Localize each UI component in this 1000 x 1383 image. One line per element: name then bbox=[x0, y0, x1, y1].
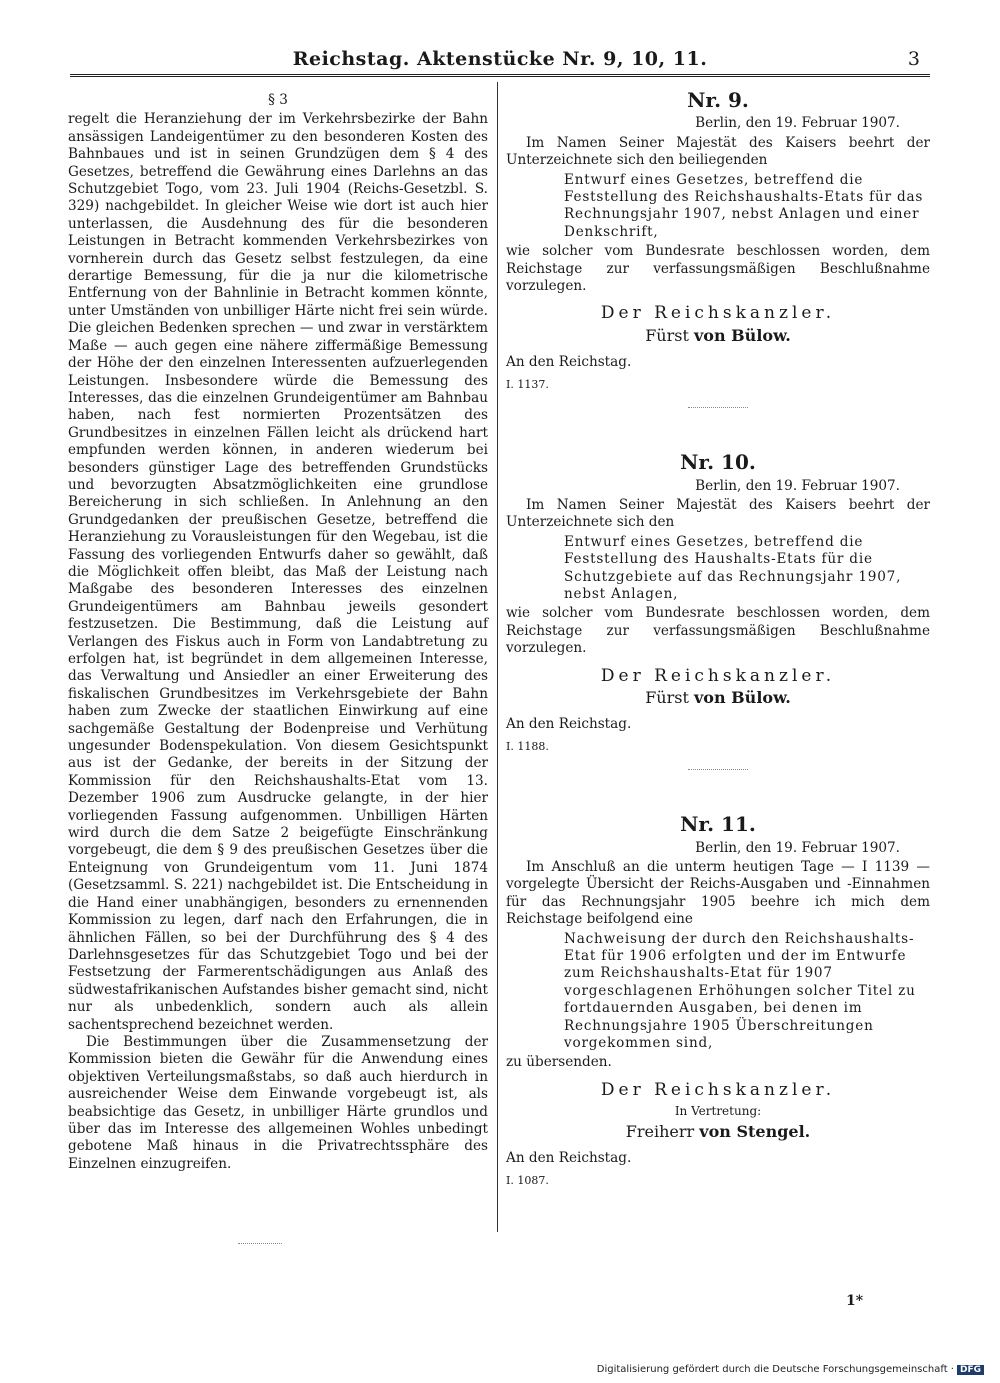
separator bbox=[688, 769, 748, 770]
document-subject: Nachweisung der durch den Reichshaushalts-Etat für 1906 erfolgten und der im Entwurfe zum Reichshaushalts-Etat für 1907 vorgeschlagenen Erhöhungen solcher Titel zu fortdauernden Ausgaben, bei denen im Rechnungsjahre 1905 Überschreitungen vorgekommen sind, bbox=[564, 930, 916, 1052]
reference-number: I. 1137. bbox=[506, 377, 549, 391]
right-column bbox=[506, 88, 930, 1189]
signature bbox=[506, 327, 930, 344]
document-number: Nr. 10. bbox=[680, 450, 756, 475]
document-subject: Entwurf eines Gesetzes, betreffend die Feststellung des Reichshaushalts-Etats für das Rechnungsjahr 1907, nebst Anlagen und einer Denkschrift, bbox=[564, 171, 924, 240]
document-intro: Im Anschluß an die unterm heutigen Tage — I 1139 — vorgelegte Übersicht der Reichs-Ausgaben und -Einnahmen für das Rechnungsjahr 1905 beehre ich mich dem Reichstage beifolgend eine bbox=[506, 859, 930, 928]
section-heading: § 3 bbox=[268, 92, 288, 108]
reference-number: I. 1087. bbox=[506, 1173, 549, 1187]
addressee: An den Reichstag. bbox=[506, 716, 632, 733]
addressee: An den Reichstag. bbox=[506, 1150, 632, 1167]
document-intro: Im Namen Seiner Majestät des Kaisers beehrt der Unterzeichnete sich den bbox=[506, 496, 930, 531]
signature-name: von Bülow. bbox=[693, 687, 791, 707]
column-divider bbox=[497, 82, 498, 1232]
signature bbox=[506, 689, 930, 706]
document-nr-11 bbox=[506, 812, 930, 1189]
addressee: An den Reichstag. bbox=[506, 354, 632, 371]
footer-text: Digitalisierung gefördert durch die Deutsche Forschungsgemeinschaft · bbox=[596, 1364, 954, 1375]
signature-name: von Stengel. bbox=[699, 1121, 811, 1141]
header-rule bbox=[70, 74, 930, 77]
document-nr-10 bbox=[506, 450, 930, 770]
signature-title: Fürst bbox=[645, 325, 689, 345]
reference-number: I. 1188. bbox=[506, 739, 549, 753]
document-subject: Entwurf eines Gesetzes, betreffend die Feststellung des Haushalts-Etats für die Schutzgebiete auf das Rechnungsjahr 1907, nebst Anlagen, bbox=[564, 533, 902, 602]
document-date: Berlin, den 19. Februar 1907. bbox=[695, 115, 900, 132]
left-end-separator bbox=[238, 1243, 282, 1244]
document-date: Berlin, den 19. Februar 1907. bbox=[695, 477, 900, 494]
document-nr-9 bbox=[506, 88, 930, 408]
document-outro: wie solcher vom Bundesrate beschlossen worden, dem Reichstage zur verfassungsmäßigen Beschlußnahme vorzulegen. bbox=[506, 605, 930, 657]
signature-title: Freiherr bbox=[625, 1121, 695, 1141]
document-date: Berlin, den 19. Februar 1907. bbox=[695, 839, 900, 856]
deputy-note: In Vertretung: bbox=[674, 1104, 762, 1119]
kanzler-title: Der Reichskanzler. bbox=[600, 1079, 836, 1100]
left-column bbox=[68, 92, 488, 1173]
digitization-footer bbox=[597, 1364, 984, 1375]
kanzler-title: Der Reichskanzler. bbox=[600, 665, 836, 686]
document-outro: wie solcher vom Bundesrate beschlossen worden, dem Reichstage zur verfassungsmäßigen Beschlußnahme vorzulegen. bbox=[506, 243, 930, 295]
sheet-mark: 1* bbox=[846, 1293, 864, 1309]
separator bbox=[688, 407, 748, 408]
signature bbox=[506, 1123, 930, 1140]
document-intro: Im Namen Seiner Majestät des Kaisers beehrt der Unterzeichnete sich den beiliegenden bbox=[506, 134, 930, 169]
signature-name: von Bülow. bbox=[693, 325, 791, 345]
paragraph: regelt die Heranziehung der im Verkehrsbezirke der Bahn ansässigen Landeigentümer zu den besonderen Kosten des Bahnbaues und ist in seinen Grundzügen dem § 4 des Gesetzes, betreffend die Gewährung eines Darlehns an das Schutzgebiet Togo, vom 23. Juli 1904 (Reichs-Gesetzbl. S. 329) nachgebildet. In gleicher Weise wie dort ist auch hier unterlassen, die Ausdehnung des für die besonderen Leistungen in Betracht kommenden Verkehrsbezirkes von vornherein durch das Gesetz selbst festzulegen, da eine derartige Bemessung, für die ja nur die kilometrische Entfernung von der Bahnlinie in Betracht kommen könnte, unter Umständen von unbilliger Härte nicht frei sein würde. Die gleichen Bedenken sprechen — und zwar in verstärktem Maße — auch gegen eine nähere ziffermäßige Bemessung der Höhe der den einzelnen Interessenten aufzuerlegenden Leistungen. Insbesondere würde die Bemessung des Interesses, das die einzelnen Grundeigentümer am Bahnbau haben, nach fest normierten Prozentsätzen des Grundbesitzes in einzelnen Fällen leicht als drückend hart empfunden werden können, in anderen wiederum bei besonders günstiger Lage des betreffenden Grundstücks und bevorzugten Absatzmöglichkeiten eine grundlose Bereicherung in sich schließen. In Anlehnung an den Grundgedanken der preußischen Gesetze, betreffend die Heranziehung zu Vorausleistungen für den Wegebau, ist die Fassung des vorliegenden Entwurfs daher so gewählt, daß die Möglichkeit offen bleibt, das Maß der Leistung nach Maßgabe des besonderen Interesses des einzelnen Grundeigentümers am Bahnbau jeweils gesondert festzusetzen. Die Bestimmung, daß die Leistung auf Verlangen des Fiskus auch in Form von Landabtretung zu erfolgen hat, ist begründet in dem allgemeinen Interesse, das Verwaltung und Ansiedler an einer Erweiterung des fiskalischen Grundbesitzes im Verkehrsgebiete der Bahn haben zum Zwecke der staatlichen Einwirkung auf eine sachgemäße Gestaltung der Bodenpreise und Verhütung ungesunder Bodenspekulation. Von diesem Gesichtspunkt aus ist der Gedanke, der bereits in der Sitzung der Kommission für den Reichshaushalts-Etat vom 13. Dezember 1906 zum Ausdrucke gelangte, in der hier vorliegenden Fassung aufgenommen. Unbilligen Härten wird durch die dem Satze 2 beigefügte Einschränkung vorgebeugt, die dem § 9 des preußischen Gesetzes über die Enteignung von Grundeigentum vom 11. Juni 1874 (Gesetzsamml. S. 221) nachgebildet ist. Die Entscheidung in die Hand einer unabhängigen, besonders zu ernennenden Kommission zu legen, darf nach den Erfahrungen, die in ähnlichen Fällen, so bei der Durchführung des § 4 des Darlehnsgesetzes für das Schutzgebiet Togo und bei der Festsetzung der Farmerentschädigungen aus Anlaß des südwestafrikanischen Aufstandes bisher gemacht sind, nicht nur als unbedenklich, sondern auch als allein sachentsprechend bezeichnet werden. bbox=[68, 111, 488, 1033]
kanzler-title: Der Reichskanzler. bbox=[600, 303, 836, 324]
paragraph: Die Bestimmungen über die Zusammensetzung der Kommission bieten die Gewähr für die Anwendung eines objektiven Verteilungsmaßstabs, so daß auch hierdurch in ausreichender Weise dem Einwande vorgebeugt ist, als beabsichtige das Gesetz, in unbilliger Härte grundlos und über das im Interesse des allgemeinen Wohles unbedingt gebotene Maß hinaus in die Privatrechtssphäre des Einzelnen einzugreifen. bbox=[68, 1033, 488, 1172]
dfg-logo: DFG bbox=[957, 1365, 984, 1375]
page-number: 3 bbox=[907, 48, 920, 70]
signature-title: Fürst bbox=[645, 687, 689, 707]
document-outro: zu übersenden. bbox=[506, 1054, 612, 1071]
page-header bbox=[70, 48, 930, 74]
document-number: Nr. 9. bbox=[687, 88, 749, 112]
document-number: Nr. 11. bbox=[680, 812, 756, 837]
header-title: Reichstag. Aktenstücke Nr. 9, 10, 11. bbox=[292, 48, 708, 70]
